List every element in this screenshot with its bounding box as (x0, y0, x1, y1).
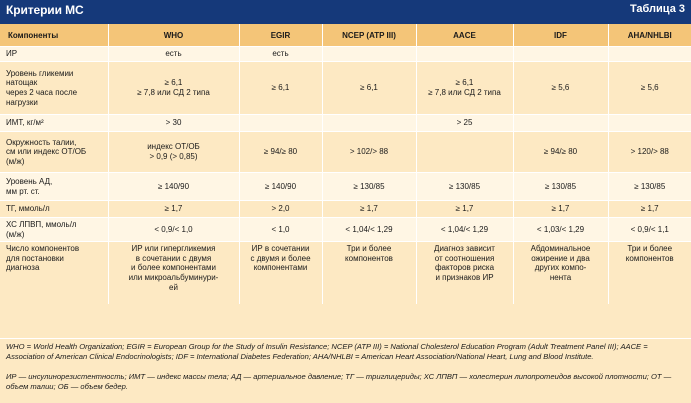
table-cell: < 1,04/< 1,29 (322, 218, 416, 242)
table-title: Критерии МС (6, 3, 84, 17)
divider (0, 338, 691, 339)
table-cell: > 120/> 88 (608, 132, 691, 173)
column-header: WHO (108, 24, 239, 47)
table-cell: ≥ 94/≥ 80 (513, 132, 608, 173)
header-row (0, 24, 691, 47)
table-cell: ≥ 130/85 (513, 173, 608, 201)
table-cell: > 2,0 (239, 201, 322, 218)
column-header: AHA/NHLBI (608, 24, 691, 47)
column-header: IDF (513, 24, 608, 47)
table-cell: ИР или гипергликемия в сочетании с двумя и более компонентами или микроальбуминури- ей (108, 242, 239, 304)
table-row (0, 218, 691, 242)
row-label: Уровень гликемии натощак через 2 часа после нагрузки (0, 62, 108, 115)
table-cell: > 25 (416, 115, 513, 132)
table-cell: ≥ 130/85 (608, 173, 691, 201)
table-cell: ≥ 1,7 (608, 201, 691, 218)
table-cell: есть (108, 47, 239, 62)
table-cell: ≥ 130/85 (416, 173, 513, 201)
title-bar (0, 0, 691, 24)
table-cell: < 1,04/< 1,29 (416, 218, 513, 242)
row-label: ТГ, ммоль/л (0, 201, 108, 218)
row-label: ИМТ, кг/м² (0, 115, 108, 132)
abbreviations-english: WHO = World Health Organization; EGIR = European Group for the Study of Insulin Resistance; NCEP (ATP III) = National Cholesterol Education Program (Adult Treatment Panel III); AACE = Association of American Clinical Endocrinologists; IDF = International Diabetes Federation; AHA/NHLBI = American Heart Association/National Heart, Lung and Blood Institute. (6, 342, 648, 361)
table-row (0, 47, 691, 62)
table-cell: > 30 (108, 115, 239, 132)
column-header: NCEP (ATP III) (322, 24, 416, 47)
table-row (0, 242, 691, 304)
table-cell: ≥ 6,1 (239, 62, 322, 115)
table-row (0, 132, 691, 173)
table-cell: ≥ 1,7 (322, 201, 416, 218)
table-cell (608, 47, 691, 62)
table-cell: Три и более компонентов (608, 242, 691, 304)
table-cell: ≥ 1,7 (513, 201, 608, 218)
table-cell: ≥ 130/85 (322, 173, 416, 201)
table-cell (513, 115, 608, 132)
table-row (0, 62, 691, 115)
table-cell: ≥ 6,1 ≥ 7,8 или СД 2 типа (108, 62, 239, 115)
table-cell: > 102/> 88 (322, 132, 416, 173)
table-cell: Три и более компонентов (322, 242, 416, 304)
row-label: Число компонентов для постановки диагноза (0, 242, 108, 304)
table-cell: ≥ 140/90 (239, 173, 322, 201)
row-label: ХС ЛПВП, ммоль/л (м/ж) (0, 218, 108, 242)
table-cell (608, 115, 691, 132)
table-cell (322, 47, 416, 62)
table-cell (322, 115, 416, 132)
table-cell (239, 115, 322, 132)
column-header: Компоненты (0, 24, 108, 47)
table-row (0, 115, 691, 132)
table-cell: < 1,0 (239, 218, 322, 242)
table-cell (416, 132, 513, 173)
row-label: Уровень АД, мм рт. ст. (0, 173, 108, 201)
table-cell: < 1,03/< 1,29 (513, 218, 608, 242)
table-cell: < 0,9/< 1,1 (608, 218, 691, 242)
table-cell (416, 47, 513, 62)
table-number: Таблица 3 (629, 3, 685, 15)
table-cell: Абдоминальное ожирение и два других компо- нента (513, 242, 608, 304)
table-cell: ≥ 94/≥ 80 (239, 132, 322, 173)
table-cell: ≥ 5,6 (513, 62, 608, 115)
column-header: EGIR (239, 24, 322, 47)
table-cell (513, 47, 608, 62)
table-cell: ≥ 6,1 ≥ 7,8 или СД 2 типа (416, 62, 513, 115)
table-cell: индекс ОТ/ОБ > 0,9 (> 0,85) (108, 132, 239, 173)
table-cell: ≥ 1,7 (416, 201, 513, 218)
table-row (0, 201, 691, 218)
table-cell: ≥ 5,6 (608, 62, 691, 115)
table-cell: есть (239, 47, 322, 62)
table-cell: ≥ 140/90 (108, 173, 239, 201)
column-header: AACE (416, 24, 513, 47)
table-cell: ≥ 6,1 (322, 62, 416, 115)
abbreviations-russian: ИР — инсулинорезистентность; ИМТ — индекс массы тела; АД — артериальное давление; ТГ — триглицериды; ХС ЛПВП — холестерин липопротеидов высокой плотности; ОТ — объем талии; ОБ — объем бедер. (6, 372, 672, 391)
table-cell: Диагноз зависит от соотношения факторов риска и признаков ИР (416, 242, 513, 304)
row-label: ИР (0, 47, 108, 62)
table-cell: ИР в сочетании с двумя и более компонентами (239, 242, 322, 304)
table-cell: ≥ 1,7 (108, 201, 239, 218)
table-cell: < 0,9/< 1,0 (108, 218, 239, 242)
criteria-table (0, 24, 691, 304)
table-row (0, 173, 691, 201)
row-label: Окружность талии, см или индекс ОТ/ОБ (м/ж) (0, 132, 108, 173)
